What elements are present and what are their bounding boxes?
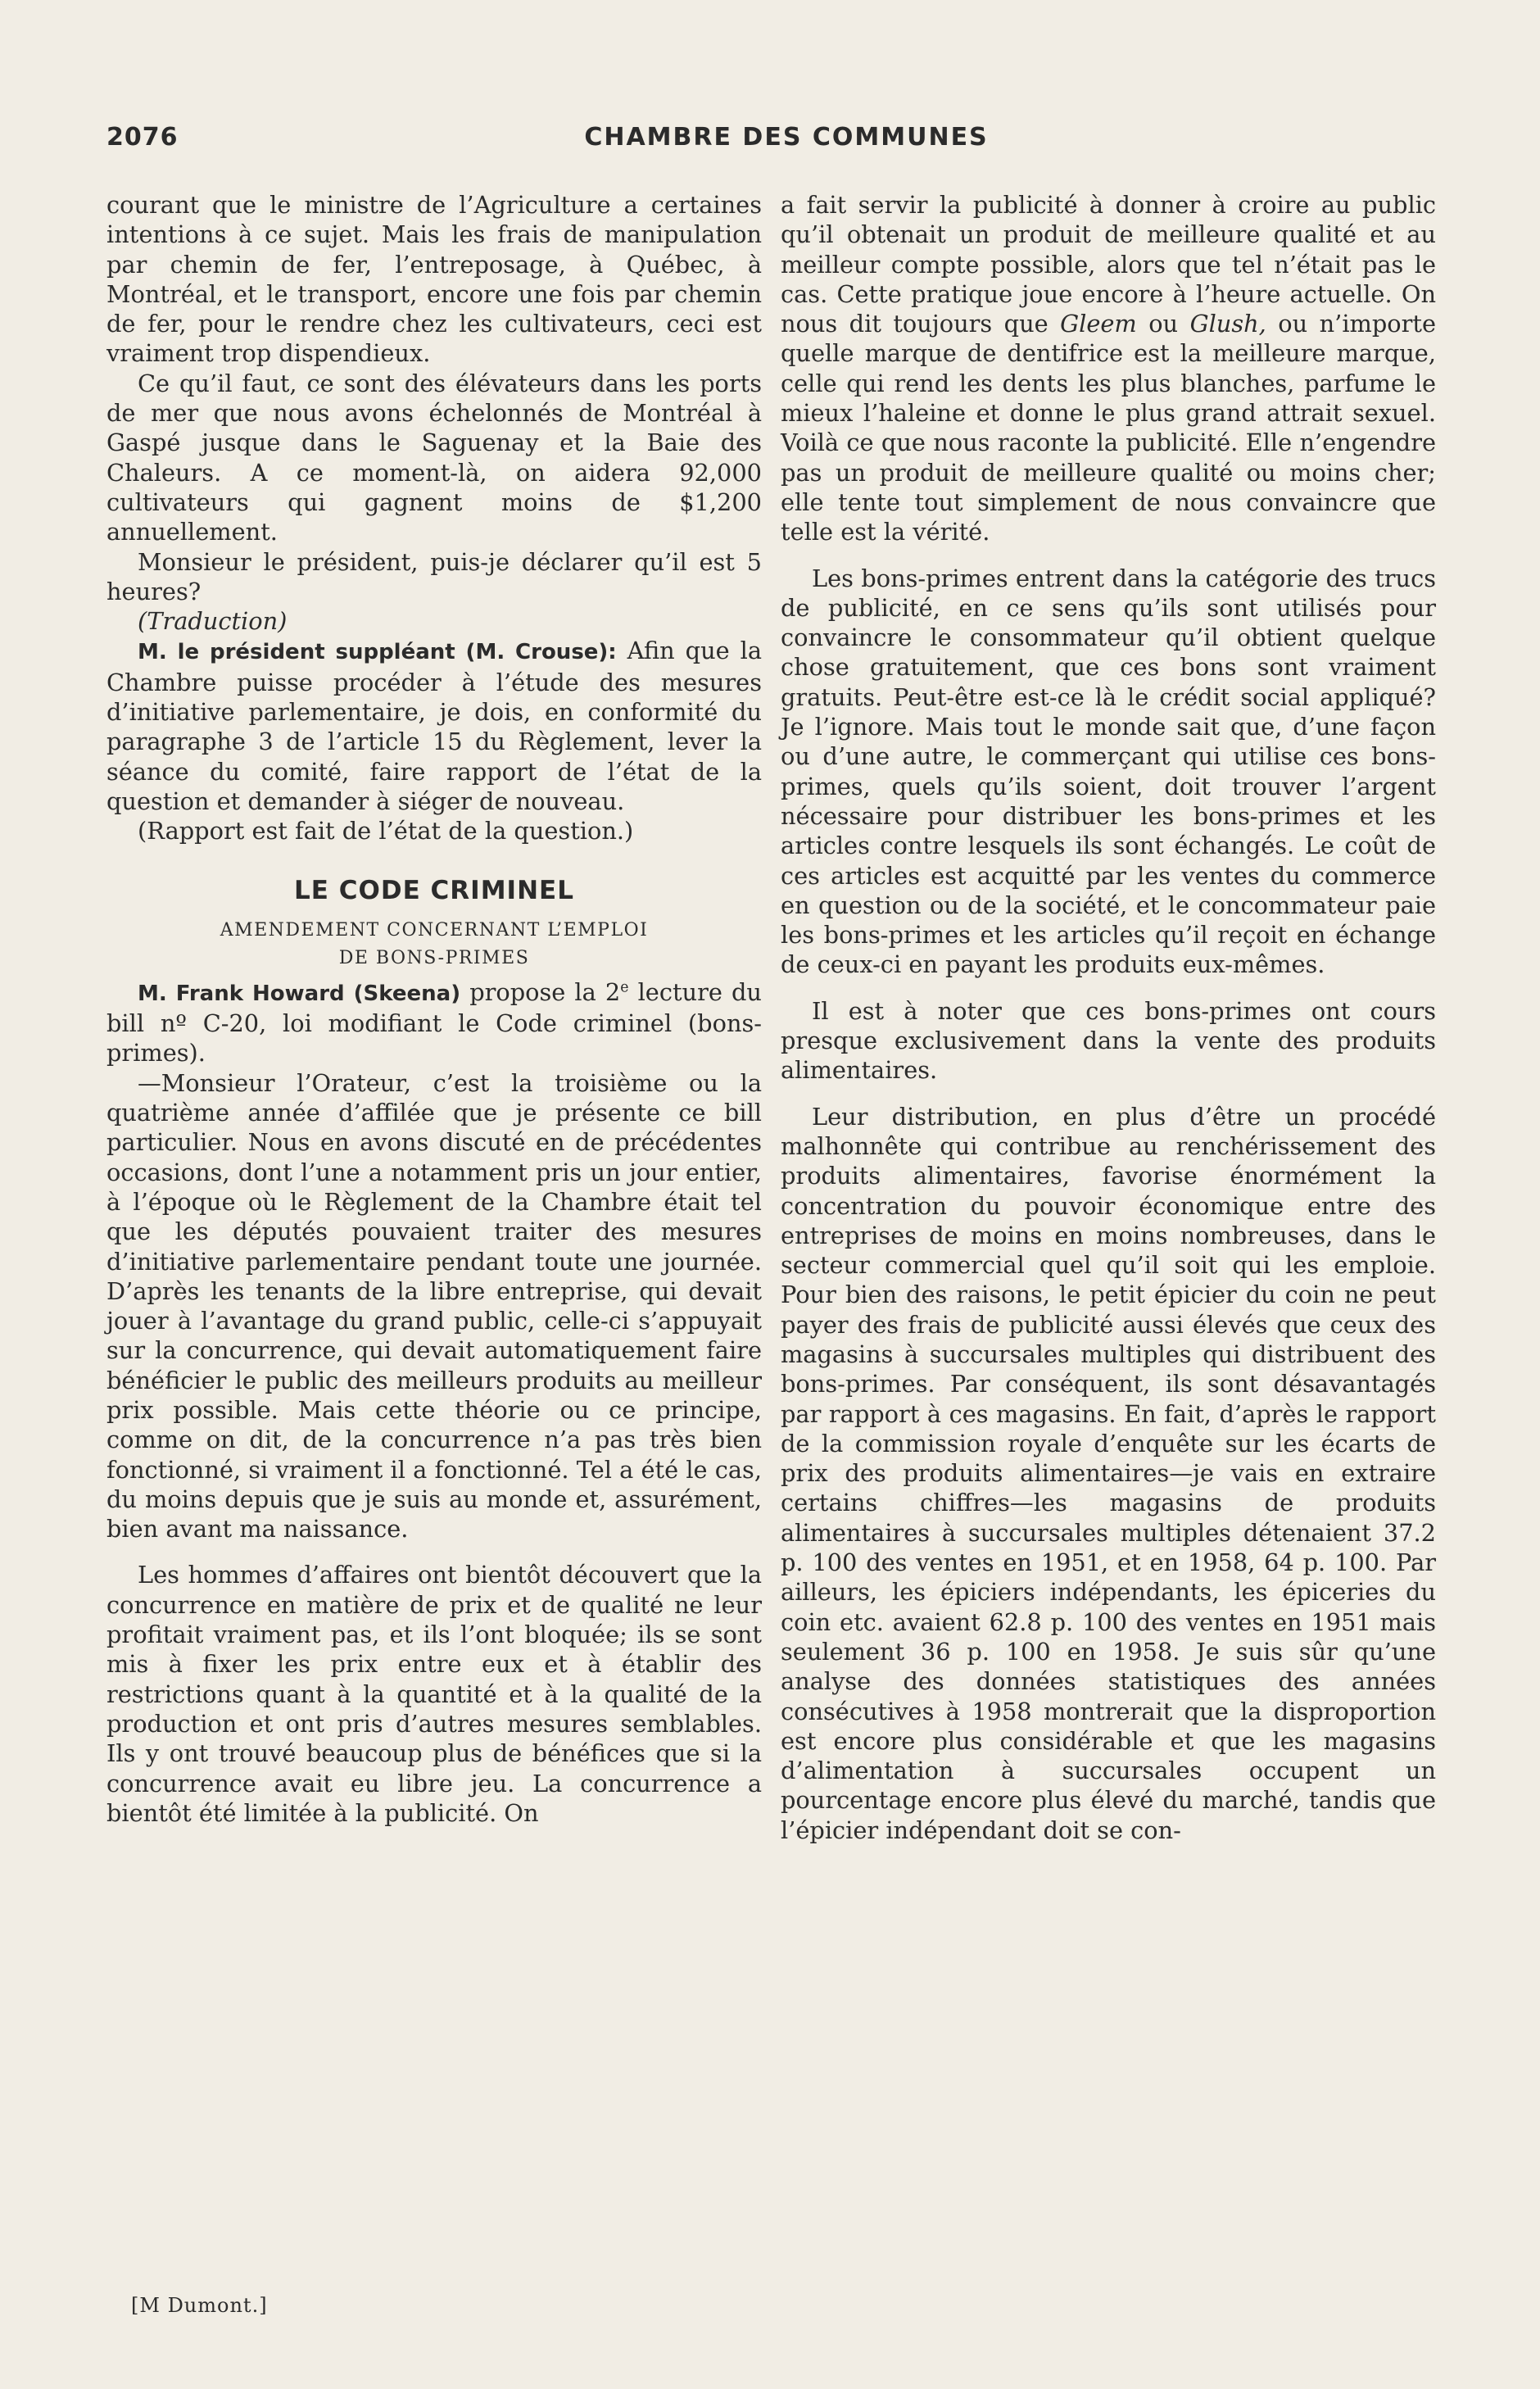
speech-paragraph [106, 977, 762, 1068]
running-title: CHAMBRE DES COMMUNES [584, 123, 989, 152]
superscript: e [620, 979, 629, 996]
text-run: ou [1136, 310, 1190, 338]
brand-name: Gleem [1060, 310, 1137, 338]
speech-paragraph [106, 636, 762, 816]
subhead-line: AMENDEMENT CONCERNANT L’EMPLOI [220, 919, 649, 941]
paragraph: Les hommes d’affaires ont bientôt découvert que la concurrence en matière de prix et de qualité ne leur profitait vraiment pas, et ils l’ont bloquée; ils se sont mis à fixer les prix entre eux et à établir des restrictions quant à la quantité et à la qualité de la production et ont pris d’autres mesures semblables. Ils y ont trouvé beaucoup plus de bénéfices que si la concurrence avait eu libre jeu. La concurrence a bientôt été limitée à la publicité. On [106, 1561, 762, 1827]
subsection-heading [106, 917, 762, 972]
text-run: ou n’importe quelle marque de dentifrice est la meilleure marque, celle qui rend les dents les plus blanches, parfume le mieux l’haleine et donne le plus grand attrait sexuel. Voilà ce que nous raconte la publicité. Elle n’engendre pas un produit de meilleure qualité ou moins cher; elle tente tout simplement de nous convaincre que telle est la vérité. [781, 310, 1436, 546]
speaker-name: M. le président suppléant (M. Crouse): [138, 640, 617, 665]
paragraph: Leur distribution, en plus d’être un procédé malhonnête qui contribue au renchérissement des produits alimentaires, favorise énormément la concentration du pouvoir économique entre des entreprises de moins en moins nombreuses, dans le secteur commercial quel qu’il soit qui les emploie. Pour bien des raisons, le petit épicier du coin ne peut payer des frais de publicité aussi élevés que ceux des magasins à succursales multiples qui distribuent des bons-primes. Par conséquent, ils sont désavantagés par rapport à ces magasins. En fait, d’après le rapport de la commission royale d’enquête sur les écarts de prix des produits alimentaires—je vais en extraire certains chiffres—les magasins de produits alimentaires à succursales multiples détenaient 37.2 p. 100 des ventes en 1951, et en 1958, 64 p. 100. Par ailleurs, les épiciers indépendants, les épiceries du coin etc. avaient 62.8 p. 100 des ventes en 1951 mais seulement 36 p. 100 en 1958. Je suis sûr qu’une analyse des données statistiques des années consécutives à 1958 montrerait que la disproportion est encore plus considérable et que les magasins d’alimentation à succursales occupent un pourcentage encore plus élevé du marché, tandis que l’épicier indépendant doit se con- [781, 1102, 1436, 1844]
right-column [781, 190, 1436, 1845]
speech-text: Afin que la Chambre puisse procéder à l’étude des mesures d’initiative parlementaire, je dois, en conformité du paragraphe 3 de l’article 15 du Règlement, lever la séance du comité, faire rapport de l’état de la question et demander à siéger de nouveau. [106, 637, 762, 815]
paragraph: Il est à noter que ces bons-primes ont cours presque exclusivement dans la vente des produits alimentaires. [781, 996, 1436, 1085]
page-header [106, 123, 1466, 164]
speech-text: lecture du bill nº C-20, loi modifiant le Code criminel (bons-primes). [106, 977, 762, 1068]
speaker-name: M. Frank Howard (Skeena) [138, 981, 461, 1006]
paragraph: —Monsieur l’Orateur, c’est la troisième ou la quatrième année d’affilée que je présente ce bill particulier. Nous en avons discuté en de précédentes occasions, dont l’une a notamment pris un jour entier, à l’époque où le Règlement de la Chambre était tel que les députés pouvaient traiter des mesures d’initiative parlementaire pendant toute une journée. D’après les tenants de la libre entreprise, qui devait jouer à l’avantage du grand public, celle-ci s’appuyait sur la concurrence, qui devait automatiquement faire bénéficier le public des meilleurs produits au meilleur prix possible. Mais cette théorie ou ce principe, comme on dit, de la concurrence n’a pas très bien fonctionné, si vraiment il a fonctionné. Tel a été le cas, du moins depuis que je suis au monde et, assurément, bien avant ma naissance. [106, 1068, 762, 1544]
speaker-reference: [M Dumont.] [131, 2294, 268, 2317]
paragraph: Monsieur le président, puis-je déclarer qu’il est 5 heures? [106, 547, 762, 605]
speech-text: propose la 2 [460, 977, 621, 1006]
procedural-note: (Rapport est fait de l’état de la question.) [138, 817, 634, 845]
paragraph: Les bons-primes entrent dans la catégorie des trucs de publicité, en ce sens qu’ils sont utilisés pour convaincre le consommateur qu’il obtient quelque chose gratuitement, que ces bons sont vraiment gratuits. Peut-être est-ce là le crédit social appliqué? Je l’ignore. Mais tout le monde sait que, d’une façon ou d’une autre, le commerçant qui utilise ces bons-primes, quels qu’ils soient, doit trouver l’argent nécessaire pour distribuer les bons-primes et les articles contre lesquels ils sont échangés. Le coût de ces articles est acquitté par les ventes du commerce en question ou de la société, et le concommateur paie les bons-primes et les articles qu’il reçoit en échange de ceux-ci en payant les produits eux-mêmes. [781, 564, 1436, 979]
subhead-line: DE BONS-PRIMES [338, 947, 530, 968]
paragraph [781, 190, 1436, 547]
paragraph: Ce qu’il faut, ce sont des élévateurs dans les ports de mer que nous avons échelonnés de Montréal à Gaspé jusque dans le Saguenay et la Baie des Chaleurs. A ce moment-là, on aidera 92,000 cultivateurs qui gagnent moins de $1,200 annuellement. [106, 369, 762, 546]
text-run: a fait servir la publicité à donner à croire au public qu’il obtenait un produit de meilleure qualité et au meilleur compte possible, alors que tel n’était pas le cas. Cette pratique joue encore à l’heure actuelle. On nous dit toujours que [781, 191, 1436, 338]
section-title: LE CODE CRIMINEL [294, 875, 574, 905]
translation-note: (Traduction) [138, 607, 288, 636]
brand-name: Glush, [1189, 310, 1266, 338]
paragraph: courant que le ministre de l’Agriculture a certaines intentions à ce sujet. Mais les frais de manipulation par chemin de fer, l’entreposage, à Québec, à Montréal, et le transport, encore une fois par chemin de fer, pour le rendre chez les cultivateurs, ceci est vraiment trop dispendieux. [106, 191, 762, 368]
page-number: 2076 [106, 123, 179, 152]
left-column [106, 190, 762, 1828]
